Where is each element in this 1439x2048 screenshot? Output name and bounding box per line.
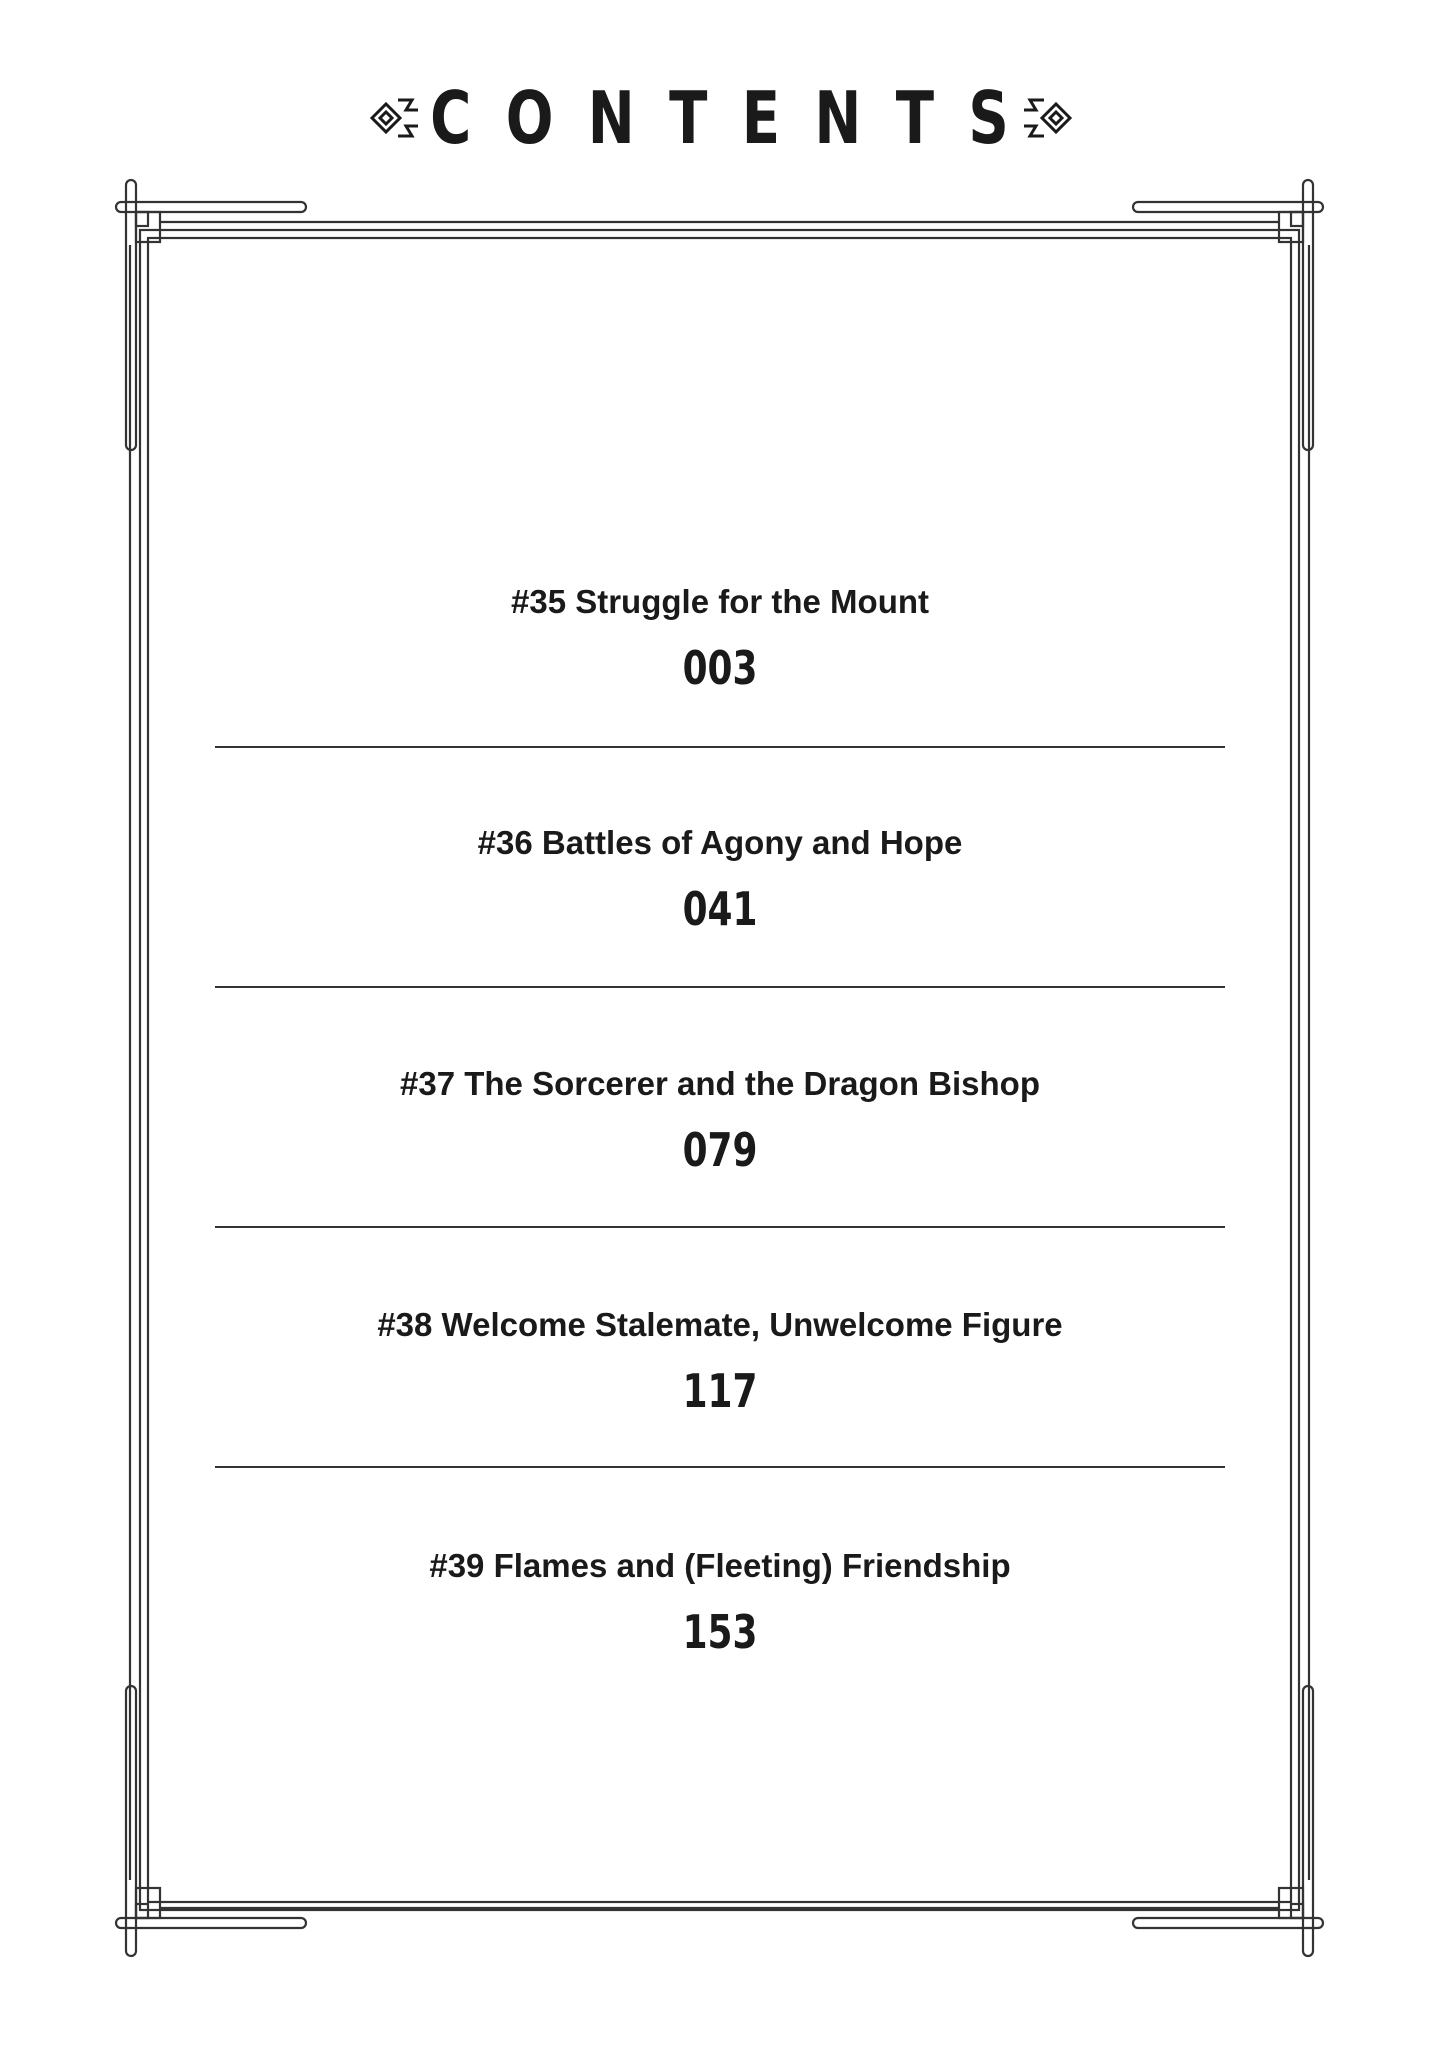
chapter-title: #35 Struggle for the Mount bbox=[510, 583, 929, 620]
chapter-title: #36 Battles of Agony and Hope bbox=[477, 824, 963, 861]
chapter-page-number: 003 bbox=[682, 641, 758, 695]
divider-line bbox=[215, 986, 1225, 988]
chapter-page-number: 079 bbox=[682, 1123, 758, 1177]
chapter-title: #39 Flames and (Fleeting) Friendship bbox=[429, 1547, 1011, 1584]
page-title: CONTENTS bbox=[430, 76, 1044, 160]
chapter-title: #38 Welcome Stalemate, Unwelcome Figure bbox=[377, 1306, 1063, 1343]
chapter-page-number: 153 bbox=[682, 1605, 758, 1659]
chapter-title: #37 The Sorcerer and the Dragon Bishop bbox=[400, 1065, 1040, 1102]
divider-line bbox=[215, 746, 1225, 748]
contents-entry[interactable] bbox=[215, 582, 1225, 696]
contents-entry[interactable] bbox=[215, 823, 1225, 937]
contents-list bbox=[215, 0, 1225, 2048]
chapter-page-number: 117 bbox=[682, 1364, 758, 1418]
divider-line bbox=[215, 1226, 1225, 1228]
chapter-page-number: 041 bbox=[682, 882, 758, 936]
divider-line bbox=[215, 1466, 1225, 1468]
contents-entry[interactable] bbox=[215, 1064, 1225, 1178]
contents-entry[interactable] bbox=[215, 1305, 1225, 1419]
contents-entry[interactable] bbox=[215, 1546, 1225, 1660]
